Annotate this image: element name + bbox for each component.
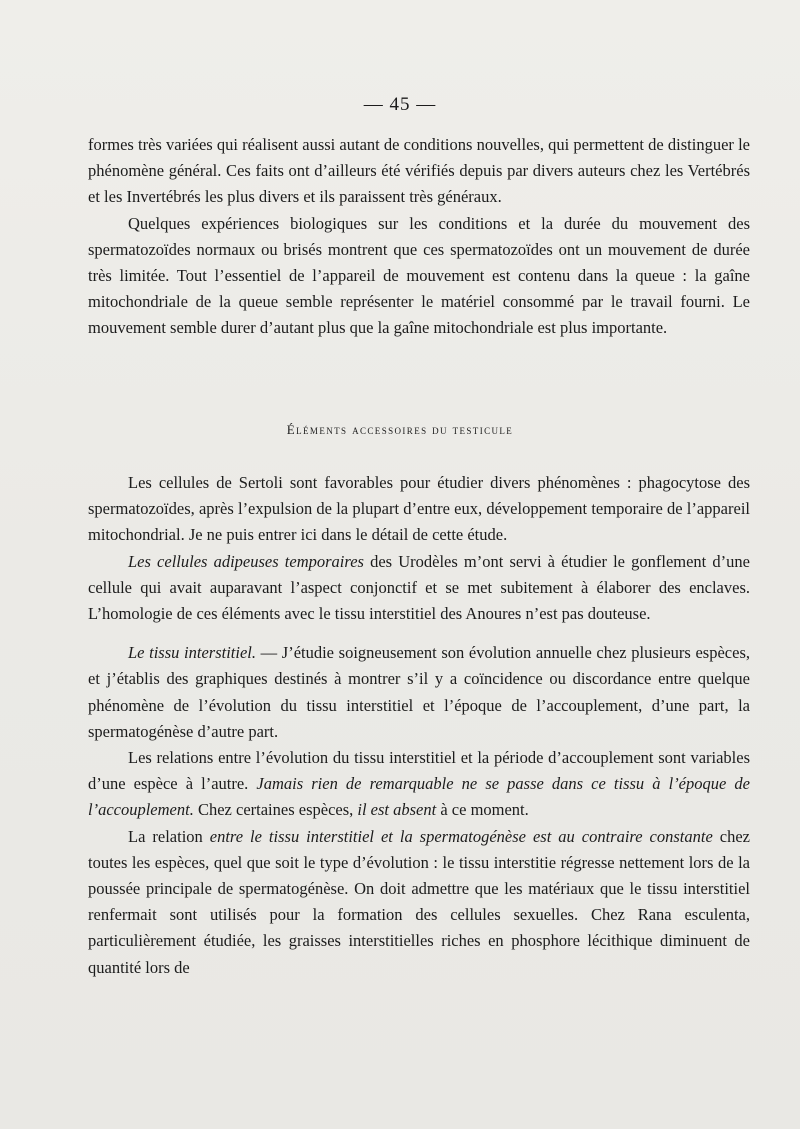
paragraph-3: Les cellules de Sertoli sont favorables pour étudier divers phénomènes : phagocytose des spermatozoïdes, après l’expulsion de la plupart d’entre eux, développement temporaire de l’appareil mitochondrial. Je ne puis entrer ici dans le détail de cette étude.: [88, 473, 750, 545]
page-number: — 45 —: [363, 94, 437, 115]
paragraph-5: [88, 640, 750, 745]
paragraph-7-text-a: La relation: [128, 826, 210, 846]
paragraph-continuation: [88, 132, 750, 342]
paragraph-6-text-b: Chez certaines espèces,: [193, 800, 358, 820]
paragraph-5-text: — J’étudie soigneusement son évolution annuelle chez plusieurs espèces, et j’établis des graphiques destinés à montrer s’il y a coïncidence ou discordance entre quelque phénomène de l’évolution du tissu interstitiel et l’époque de l’accouplement, d’une part, la spermatogénèse d’autre part.: [88, 643, 750, 741]
paragraph-6-text-a: Les relations entre l’évolution du tissu interstitiel et la période d’accouplement sont variables d’une espèce à l’autre.: [88, 748, 750, 794]
paragraph-4: [88, 549, 750, 628]
paragraph-6-italic-2: il est absent: [357, 800, 437, 820]
paragraph-1: formes très variées qui réalisent aussi autant de conditions nouvelles, qui permettent de distinguer le phénomène général. Ces faits ont d’ailleurs été vérifiés depuis par divers auteurs chez les Vertébrés et les Invertébrés les plus divers et ils paraissent très généraux.: [88, 135, 750, 207]
paragraph-7: [88, 824, 750, 981]
paragraph-7-italic: entre le tissu interstitiel et la spermatogénèse est au contraire constante: [209, 826, 713, 846]
paragraph-4-italic: Les cellules adipeuses temporaires: [128, 551, 364, 571]
paragraph-2: Quelques expériences biologiques sur les conditions et la durée du mouvement des spermatozoïdes normaux ou brisés montrent que ces spermatozoïdes ont un mouvement de durée très limitée. Tout l’essentiel de l’appareil de mouvement est contenu dans la queue : la gaîne mitochondriale de la queue semble représenter le matériel consommé par le travail fourni. Le mouvement semble durer d’autant plus que la gaîne mitochondriale est plus importante.: [88, 213, 750, 338]
paragraph-6-text-c: à ce moment.: [436, 800, 529, 820]
section-body: [88, 470, 750, 981]
paragraph-6: [88, 745, 750, 824]
paragraph-6-italic-1: Jamais rien de remarquable ne se passe dans ce tissu à l’époque de l’accouplement.: [88, 774, 750, 820]
paragraph-7-text-b: chez toutes les espèces, quel que soit le type d’évolution : le tissu interstitie régresse nettement lors de la poussée principale de spermatogénèse. On doit admettre que les matériaux que le tissu interstitiel renfermait sont utilisés pour la formation des cellules sexuelles. Chez Rana esculenta, particulièrement étudiée, les graisses interstitielles riches en phosphore lécithique diminuent de quantité lors de: [88, 826, 750, 977]
paragraph-5-italic: Le tissu interstitiel.: [128, 643, 256, 663]
paragraph-4-text: des Urodèles m’ont servi à étudier le gonflement d’une cellule qui avait auparavant l’aspect conjonctif et se met subitement à élaborer des enclaves. L’homologie de ces éléments avec le tissu interstitiel des Anoures n’est pas douteuse.: [88, 551, 750, 624]
section-heading: Éléments accessoires du testicule: [286, 422, 514, 437]
